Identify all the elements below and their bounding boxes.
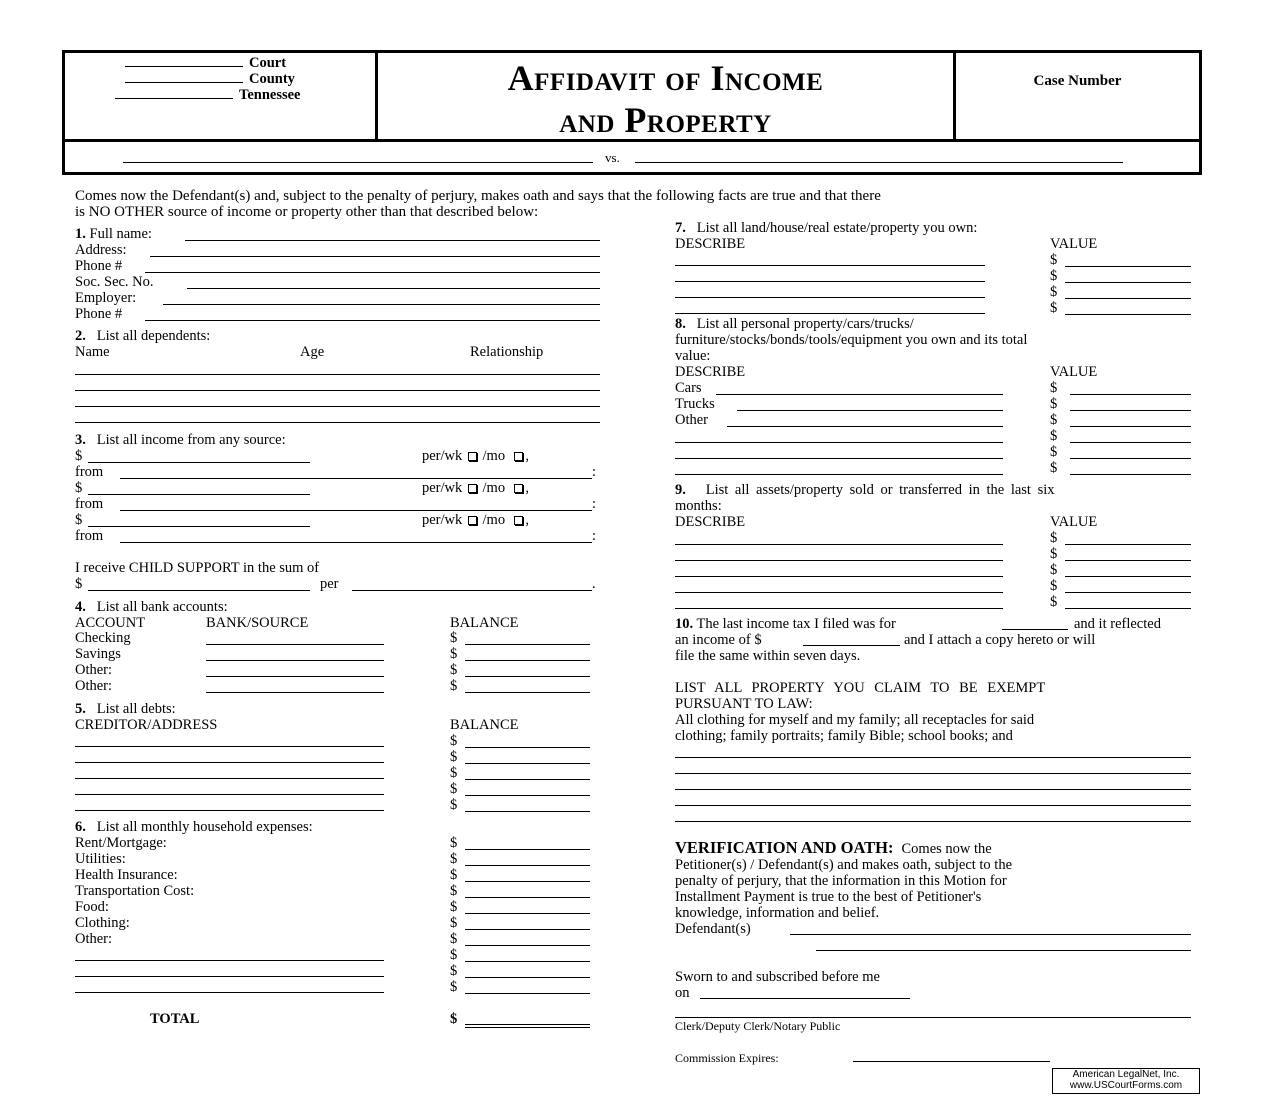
section-4-number: 4.	[75, 599, 86, 615]
property-value-field[interactable]	[1070, 426, 1191, 427]
real-estate-field[interactable]	[675, 265, 985, 266]
sworn-text: Sworn to and subscribed before me	[675, 969, 880, 985]
creditor-header: CREDITOR/ADDRESS	[75, 717, 218, 733]
defendant-signature-field-2[interactable]	[816, 950, 1191, 951]
court-label: Court	[249, 55, 287, 71]
address-field[interactable]	[150, 256, 600, 257]
transportation-label: Transportation Cost:	[75, 883, 195, 899]
dollar-sign: $	[1050, 252, 1058, 268]
income-amount-field[interactable]	[88, 526, 310, 527]
title-cell	[378, 53, 956, 139]
bank-source-field[interactable]	[206, 692, 384, 693]
section-5-title: List all debts:	[96, 701, 176, 717]
debt-balance-field[interactable]	[465, 779, 590, 780]
property-value-field[interactable]	[1070, 474, 1191, 475]
dollar-sign: $	[450, 781, 458, 797]
ssn-label: Soc. Sec. No.	[75, 274, 154, 290]
other-expense-label: Other:	[75, 931, 113, 947]
income-source-field[interactable]	[120, 542, 592, 543]
dollar-sign: $	[450, 765, 458, 781]
intro-text-1: Comes now the Defendant(s) and, subject to the penalty of perjury, makes oath and says that the following facts are true and that there	[75, 188, 881, 204]
child-support-period-field[interactable]	[352, 590, 592, 591]
expense-description-field[interactable]	[75, 992, 384, 993]
property-field[interactable]	[675, 442, 1003, 443]
creditor-field[interactable]	[75, 778, 384, 779]
tax-line-2b: and I attach a copy hereto or will	[904, 632, 1096, 648]
tax-income-field[interactable]	[803, 645, 900, 646]
savings-label: Savings	[75, 646, 121, 662]
dependent-line[interactable]	[75, 390, 600, 391]
income-from-label: from	[75, 528, 104, 544]
header-row	[65, 53, 1199, 142]
dollar-sign: $	[1050, 562, 1058, 578]
form-header	[62, 50, 1202, 175]
income-dollar-sign: $	[75, 448, 83, 464]
real-estate-field[interactable]	[675, 313, 985, 314]
child-support-per-label: per	[320, 576, 339, 592]
colon: :	[592, 496, 597, 512]
defendant-signature-label: Defendant(s)	[675, 921, 751, 937]
expense-amount-field[interactable]	[465, 849, 590, 850]
dollar-sign: $	[450, 883, 458, 899]
expense-amount-field[interactable]	[465, 977, 590, 978]
publisher-url: www.USCourtForms.com	[1069, 1080, 1183, 1091]
state-label: Tennessee	[239, 87, 301, 103]
property-value-field[interactable]	[1070, 458, 1191, 459]
child-support-dollar-sign: $	[75, 576, 83, 592]
period: .	[592, 576, 596, 592]
property-value-header: VALUE	[1050, 364, 1098, 380]
real-estate-field[interactable]	[675, 297, 985, 298]
dollar-sign: $	[1050, 380, 1058, 396]
clerk-signature-field[interactable]	[675, 1017, 1191, 1018]
income-dollar-sign: $	[75, 480, 83, 496]
exempt-field[interactable]	[675, 773, 1191, 774]
dollar-sign: $	[1050, 594, 1058, 610]
exempt-text-1: All clothing for myself and my family; all receptacles for said	[675, 712, 1035, 728]
health-insurance-label: Health Insurance:	[75, 867, 178, 883]
tax-line-1b: and it reflected	[1074, 616, 1161, 632]
section-8-number: 8.	[675, 316, 686, 332]
section-9-number: 9.	[675, 482, 686, 498]
section-7-title: List all land/house/real estate/property you own:	[696, 220, 978, 236]
real-estate-value-field[interactable]	[1065, 282, 1191, 283]
checking-label: Checking	[75, 630, 131, 646]
dependents-relationship-header: Relationship	[470, 344, 544, 360]
income-from-label: from	[75, 496, 104, 512]
employer-phone-label: Phone #	[75, 306, 123, 322]
full-name-label: Full name:	[89, 226, 152, 242]
exempt-title-2: PURSUANT TO LAW:	[675, 696, 813, 712]
income-amount-field[interactable]	[88, 494, 310, 495]
transferred-field[interactable]	[675, 592, 1003, 593]
other-property-field[interactable]	[727, 426, 1003, 427]
section-3-number: 3.	[75, 432, 86, 448]
other-property-label: Other	[675, 412, 709, 428]
bank-source-field[interactable]	[206, 660, 384, 661]
clerk-label: Clerk/Deputy Clerk/Notary Public	[675, 1019, 841, 1033]
per-week-checkbox[interactable]	[468, 516, 477, 525]
real-estate-value-header: VALUE	[1050, 236, 1098, 252]
other-account-label: Other:	[75, 678, 113, 694]
transferred-describe-header: DESCRIBE	[675, 514, 746, 530]
dollar-sign: $	[1050, 412, 1058, 428]
section-4-title: List all bank accounts:	[96, 599, 228, 615]
county-line	[125, 71, 295, 88]
dollar-sign: $	[450, 915, 458, 931]
sworn-on-label: on	[675, 985, 690, 1001]
dollar-sign: $	[1050, 578, 1058, 594]
transferred-field[interactable]	[675, 608, 1003, 609]
dollar-sign: $	[450, 662, 458, 678]
dollar-sign: $	[450, 851, 458, 867]
expense-amount-field[interactable]	[465, 993, 590, 994]
per-month-label: /mo	[482, 512, 506, 528]
section-10-number: 10.	[675, 616, 694, 632]
property-value-field[interactable]	[1070, 410, 1191, 411]
court-line	[125, 55, 286, 72]
comma: ,	[525, 480, 529, 496]
section-8-title: List all personal property/cars/trucks/	[696, 316, 914, 332]
intro-text-2: is NO OTHER source of income or property other than that described below:	[75, 204, 539, 220]
dollar-sign: $	[1050, 444, 1058, 460]
dollar-sign: $	[450, 646, 458, 662]
total-double-underline	[465, 1027, 590, 1028]
county-blank[interactable]	[125, 82, 243, 83]
section-8-title-3: value:	[675, 348, 711, 364]
expense-amount-field[interactable]	[465, 961, 590, 962]
income-amount-field[interactable]	[88, 462, 310, 463]
creditor-field[interactable]	[75, 794, 384, 795]
per-week-label: per/wk	[422, 512, 463, 528]
commission-expires-label: Commission Expires:	[675, 1051, 779, 1065]
tax-line-3: file the same within seven days.	[675, 648, 861, 664]
cars-label: Cars	[675, 380, 702, 396]
employer-field[interactable]	[163, 304, 600, 305]
full-name-field[interactable]	[185, 240, 600, 241]
dollar-sign: $	[450, 931, 458, 947]
debt-balance-field[interactable]	[465, 811, 590, 812]
expense-description-field[interactable]	[75, 976, 384, 977]
real-estate-value-field[interactable]	[1065, 314, 1191, 315]
exempt-field[interactable]	[675, 757, 1191, 758]
dollar-sign: $	[1050, 428, 1058, 444]
debt-balance-field[interactable]	[465, 795, 590, 796]
dollar-sign: $	[450, 835, 458, 851]
page-title	[378, 57, 953, 141]
transferred-field[interactable]	[675, 544, 1003, 545]
employer-phone-field[interactable]	[145, 320, 600, 321]
tax-year-field[interactable]	[1002, 629, 1068, 630]
transferred-value-field[interactable]	[1065, 608, 1191, 609]
section-1-number: 1.	[75, 226, 86, 242]
real-estate-value-field[interactable]	[1065, 298, 1191, 299]
transferred-value-field[interactable]	[1065, 560, 1191, 561]
verification-text-1: Comes now the	[901, 841, 992, 857]
per-month-label: /mo	[482, 480, 506, 496]
expense-amount-field[interactable]	[465, 881, 590, 882]
state-line	[115, 87, 301, 104]
comma: ,	[525, 512, 529, 528]
property-value-field[interactable]	[1070, 394, 1191, 395]
parties-row	[65, 142, 1199, 172]
clothing-label: Clothing:	[75, 915, 130, 931]
title-line-2: and Property	[559, 100, 772, 140]
account-header: ACCOUNT	[75, 615, 146, 631]
per-week-label: per/wk	[422, 480, 463, 496]
expense-amount-field[interactable]	[465, 913, 590, 914]
defendant-signature-field[interactable]	[790, 934, 1191, 935]
ssn-field[interactable]	[187, 288, 600, 289]
exempt-text-2: clothing; family portraits; family Bible; school books; and	[675, 728, 1013, 744]
colon: :	[592, 464, 597, 480]
dollar-sign: $	[450, 797, 458, 813]
dollar-sign: $	[1050, 396, 1058, 412]
dollar-sign: $	[450, 867, 458, 883]
creditor-field[interactable]	[75, 762, 384, 763]
balance-field[interactable]	[465, 676, 590, 677]
dollar-sign: $	[1050, 300, 1058, 316]
publisher-footer	[1052, 1068, 1200, 1094]
section-3-title: List all income from any source:	[96, 432, 286, 448]
total-label: TOTAL	[150, 1011, 200, 1027]
income-source-field[interactable]	[120, 478, 592, 479]
dollar-sign: $	[1050, 284, 1058, 300]
tax-line-2a: an income of $	[675, 632, 762, 648]
section-2-title: List all dependents:	[96, 328, 211, 344]
tax-line-1a: The last income tax I filed was for	[696, 616, 896, 632]
transferred-field[interactable]	[675, 576, 1003, 577]
dollar-sign: $	[450, 947, 458, 963]
expense-description-field[interactable]	[75, 960, 384, 961]
dependent-line[interactable]	[75, 406, 600, 407]
per-month-checkbox[interactable]	[514, 452, 523, 461]
child-support-label: I receive CHILD SUPPORT in the sum of	[75, 560, 320, 576]
cars-field[interactable]	[716, 394, 1003, 395]
creditor-field[interactable]	[75, 746, 384, 747]
exempt-field[interactable]	[675, 821, 1191, 822]
property-describe-header: DESCRIBE	[675, 364, 746, 380]
sworn-date-field[interactable]	[700, 998, 910, 999]
per-week-checkbox[interactable]	[468, 484, 477, 493]
court-blank[interactable]	[125, 66, 243, 67]
dollar-sign: $	[450, 979, 458, 995]
bank-source-field[interactable]	[206, 644, 384, 645]
section-8-title-2: furniture/stocks/bonds/tools/equipment you own and its total	[675, 332, 1028, 348]
transferred-value-field[interactable]	[1065, 576, 1191, 577]
per-month-checkbox[interactable]	[514, 484, 523, 493]
real-estate-value-field[interactable]	[1065, 266, 1191, 267]
total-dollar-sign: $	[450, 1011, 458, 1027]
section-7-number: 7.	[675, 220, 686, 236]
employer-label: Employer:	[75, 290, 137, 306]
property-field[interactable]	[675, 458, 1003, 459]
other-account-label: Other:	[75, 662, 113, 678]
dependents-age-header: Age	[300, 344, 325, 360]
per-month-checkbox[interactable]	[514, 516, 523, 525]
transferred-value-field[interactable]	[1065, 592, 1191, 593]
balance-field[interactable]	[465, 644, 590, 645]
verification-text-4: Installment Payment is true to the best of Petitioner's	[675, 889, 982, 905]
section-2-number: 2.	[75, 328, 86, 344]
defendant-field[interactable]	[635, 162, 1123, 163]
colon: :	[592, 528, 597, 544]
vs-label: vs.	[605, 150, 620, 165]
transferred-value-header: VALUE	[1050, 514, 1098, 530]
dependent-line[interactable]	[75, 374, 600, 375]
total-field[interactable]	[465, 1024, 590, 1025]
county-label: County	[249, 71, 295, 87]
verification-text-5: knowledge, information and belief.	[675, 905, 880, 921]
expense-amount-field[interactable]	[465, 929, 590, 930]
creditor-field[interactable]	[75, 810, 384, 811]
verification-text-3: penalty of perjury, that the information in this Motion for	[675, 873, 1007, 889]
section-6-title: List all monthly household expenses:	[96, 819, 313, 835]
real-estate-field[interactable]	[675, 281, 985, 282]
dependent-line[interactable]	[75, 422, 600, 423]
food-label: Food:	[75, 899, 109, 915]
exempt-title-1: LIST ALL PROPERTY YOU CLAIM TO BE EXEMPT	[675, 680, 1046, 696]
dollar-sign: $	[1050, 530, 1058, 546]
debt-balance-field[interactable]	[465, 747, 590, 748]
rent-mortgage-label: Rent/Mortgage:	[75, 835, 167, 851]
expense-amount-field[interactable]	[465, 897, 590, 898]
per-week-label: per/wk	[422, 448, 463, 464]
case-number-cell	[956, 53, 1199, 139]
per-week-checkbox[interactable]	[468, 452, 477, 461]
child-support-amount-field[interactable]	[88, 590, 310, 591]
section-9-title-2: months:	[675, 498, 722, 514]
address-label: Address:	[75, 242, 127, 258]
publisher-name: American LegalNet, Inc.	[1072, 1069, 1180, 1080]
dependents-name-header: Name	[75, 344, 110, 360]
exempt-field[interactable]	[675, 789, 1191, 790]
bank-source-field[interactable]	[206, 676, 384, 677]
bank-source-header: BANK/SOURCE	[206, 615, 309, 631]
property-field[interactable]	[675, 474, 1003, 475]
dollar-sign: $	[450, 733, 458, 749]
balance-header: BALANCE	[450, 615, 519, 631]
debt-balance-header: BALANCE	[450, 717, 519, 733]
case-number-label: Case Number	[1033, 73, 1122, 89]
dollar-sign: $	[1050, 460, 1058, 476]
verification-title: VERIFICATION AND OATH:	[675, 838, 894, 857]
commission-expires-field[interactable]	[853, 1061, 1050, 1062]
utilities-label: Utilities:	[75, 851, 126, 867]
dollar-sign: $	[1050, 268, 1058, 284]
comma: ,	[525, 448, 529, 464]
property-value-field[interactable]	[1070, 442, 1191, 443]
income-dollar-sign: $	[75, 512, 83, 528]
court-info-cell	[65, 53, 378, 139]
dollar-sign: $	[450, 678, 458, 694]
section-9-title: List all assets/property sold or transferred in the last six	[705, 482, 1055, 498]
income-from-label: from	[75, 464, 104, 480]
transferred-field[interactable]	[675, 560, 1003, 561]
exempt-field[interactable]	[675, 805, 1191, 806]
income-source-field[interactable]	[120, 510, 592, 511]
phone-label: Phone #	[75, 258, 123, 274]
expense-amount-field[interactable]	[465, 945, 590, 946]
trucks-field[interactable]	[737, 410, 1003, 411]
section-5-number: 5.	[75, 701, 86, 717]
dollar-sign: $	[450, 899, 458, 915]
balance-field[interactable]	[465, 660, 590, 661]
dollar-sign: $	[450, 630, 458, 646]
dollar-sign: $	[450, 963, 458, 979]
title-line-1: Affidavit of Income	[507, 58, 824, 98]
state-blank[interactable]	[115, 98, 233, 99]
phone-field[interactable]	[145, 272, 600, 273]
dollar-sign: $	[1050, 546, 1058, 562]
debt-balance-field[interactable]	[465, 763, 590, 764]
balance-field[interactable]	[465, 692, 590, 693]
trucks-label: Trucks	[675, 396, 715, 412]
per-month-label: /mo	[482, 448, 506, 464]
dollar-sign: $	[450, 749, 458, 765]
plaintiff-field[interactable]	[123, 162, 593, 163]
verification-text-2: Petitioner(s) / Defendant(s) and makes oath, subject to the	[675, 857, 1013, 873]
real-estate-describe-header: DESCRIBE	[675, 236, 746, 252]
transferred-value-field[interactable]	[1065, 544, 1191, 545]
expense-amount-field[interactable]	[465, 865, 590, 866]
section-6-number: 6.	[75, 819, 86, 835]
